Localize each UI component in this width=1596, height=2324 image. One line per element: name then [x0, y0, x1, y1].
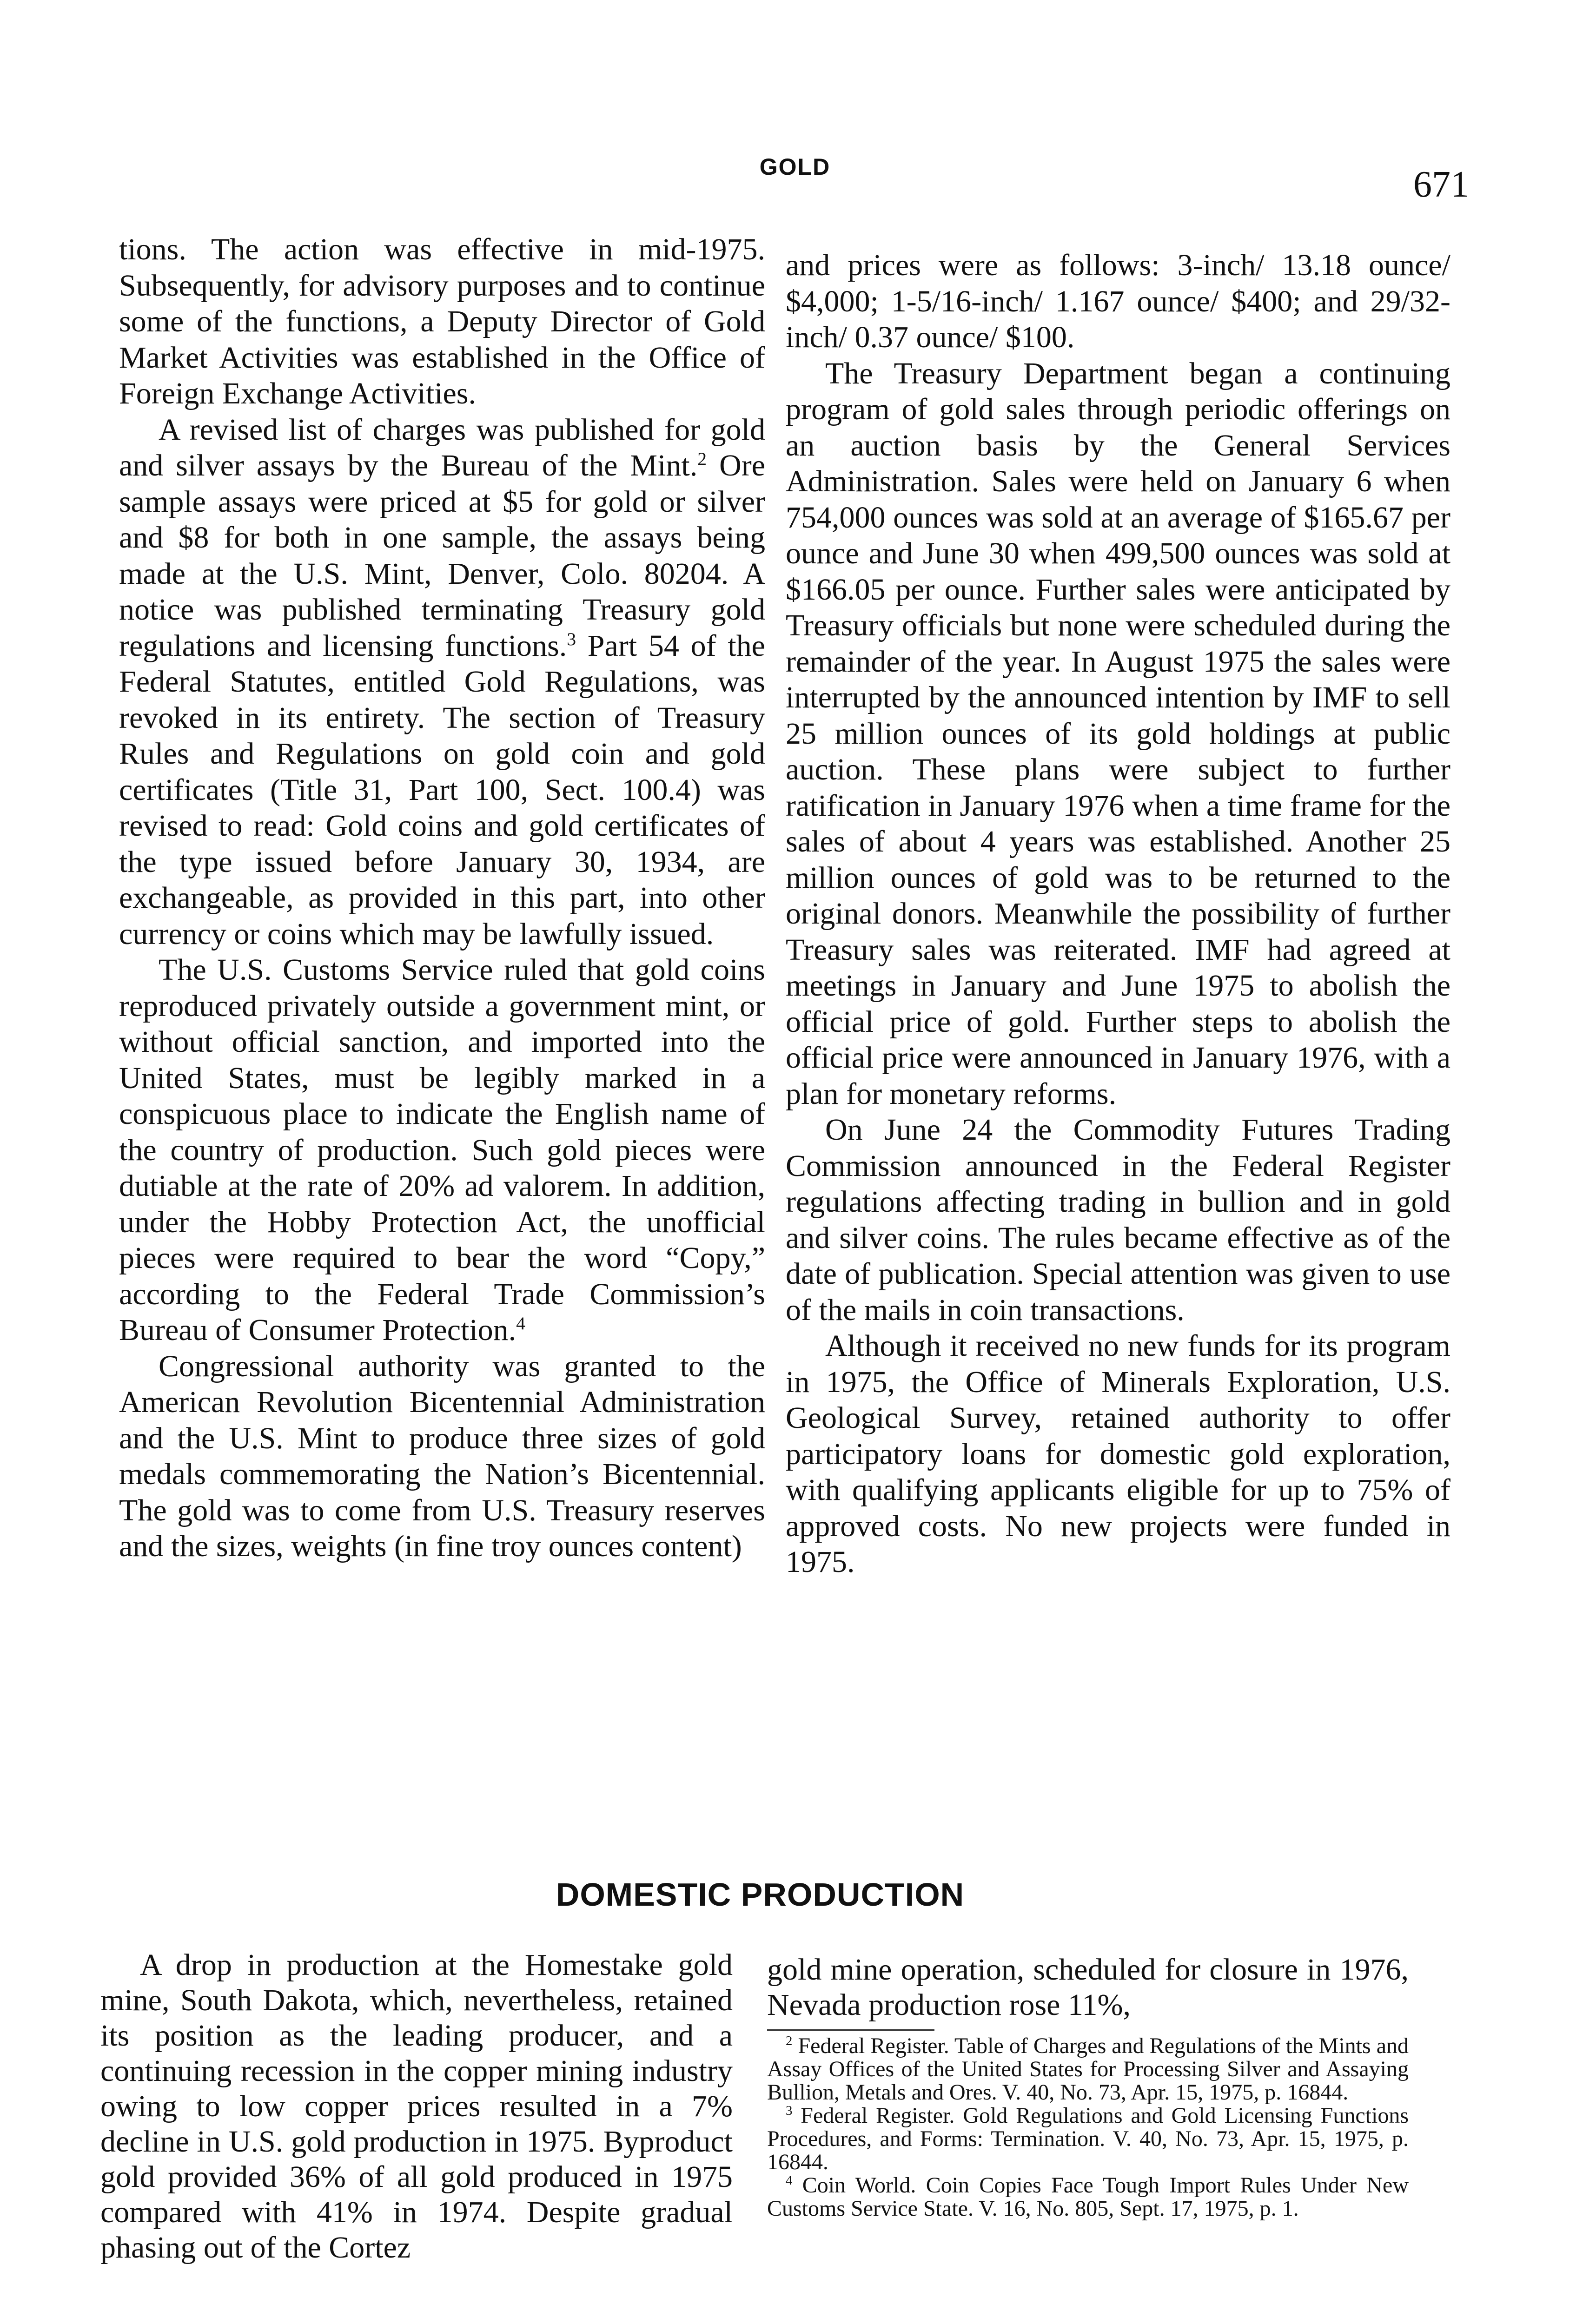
footnote-ref: 3 — [567, 628, 576, 649]
running-head: GOLD — [759, 154, 831, 180]
page-number: 671 — [1413, 164, 1469, 205]
footnote-text: Coin World. Coin Copies Face Tough Import Rules Under New Customs Service State. V. 16, No. 805, Sept. 17, 1975, p. 1. — [767, 2173, 1409, 2221]
footnote-text: Federal Register. Gold Regulations and Gold Licensing Functions Procedures, and Forms: Termination. V. 40, No. 73, Apr. 15, 1975, p. 16844. — [767, 2103, 1409, 2174]
footnotes — [767, 2034, 1409, 2220]
footnote-number: 2 — [786, 2034, 793, 2048]
text-run: The U.S. Customs Service ruled that gold coins reproduced privately outside a government mint, or without official sanction, and imported into the United States, must be legibly marked in a conspicuous place to indicate the English name of the country of production. Such gold pieces were dutiable at the rate of 20% ad valorem. In addition, under the Hobby Protection Act, the unofficial pieces were required to bear the word “Copy,” according to the Federal Trade Commission’s Bureau of Consumer Protection. — [119, 953, 765, 1347]
footnote-number: 4 — [786, 2173, 793, 2188]
footnote — [767, 2034, 1409, 2104]
footnote-ref: 4 — [516, 1313, 525, 1334]
paragraph: tions. The action was effective in mid-1975. Subsequently, for advisory purposes and to continue some of the functions, a Deputy Director of Gold Market Activities was established in the Office of Foreign Exchange Activities. — [119, 232, 765, 410]
footnote-ref: 2 — [697, 449, 707, 469]
text-run: A revised list of charges was published for gold and silver assays by the Bureau of the Mint. — [119, 412, 765, 482]
paragraph — [119, 952, 765, 1348]
paragraph: On June 24 the Commodity Futures Trading Commission announced in the Federal Register regulations affecting trading in bullion and in gold and silver coins. The rules became effective as of the date of publication. Special attention was given to use of the mails in coin transactions. — [786, 1113, 1450, 1327]
left-column-top — [119, 231, 765, 1565]
footnote — [767, 2174, 1409, 2220]
paragraph: Congressional authority was granted to the American Revolution Bicentennial Administration and the U.S. Mint to produce three sizes of gold medals commemorating the Nation’s Bicentennial. The gold was to come from U.S. Treasury reserves and the sizes, weights (in fine troy ounces content) — [119, 1349, 765, 1563]
left-column-bottom — [100, 1948, 733, 2265]
paragraph: The Treasury Department began a continuing program of gold sales through periodic offerings on an auction basis by the General Services Administration. Sales were held on January 6 when 754,000 ounces was sold at an average of $165.67 per ounce and June 30 when 499,500 ounces was sold at $166.05 per ounce. Further sales were anticipated by Treasury officials but none were scheduled during the remainder of the year. In August 1975 the sales were interrupted by the announced intention by IMF to sell 25 million ounces of its gold holdings at public auction. These plans were subject to further ratification in January 1976 when a time frame for the sales of about 4 years was established. Another 25 million ounces of gold was to be returned to the original donors. Meanwhile the possibility of further Treasury sales was reiterated. IMF had agreed at meetings in January and June 1975 to abolish the official price of gold. Further steps to abolish the official price were announced in January 1976, with a plan for monetary reforms. — [786, 356, 1450, 1111]
text-run: Ore sample assays were priced at $5 for gold or silver and $8 for both in one sample, the assays being made at the U.S. Mint, Denver, Colo. 80204. A notice was published terminating Treasury gold regulations and licensing functions. — [119, 449, 765, 663]
paragraph: A drop in production at the Homestake gold mine, South Dakota, which, nevertheless, retained its position as the leading producer, and a continuing recession in the copper mining industry owing to low copper prices resulted in a 7% decline in U.S. gold production in 1975. Byproduct gold provided 36% of all gold produced in 1975 compared with 41% in 1974. Despite gradual phasing out of the Cortez — [100, 1948, 733, 2265]
section-title: DOMESTIC PRODUCTION — [556, 1876, 965, 1913]
footnote-divider — [767, 2029, 934, 2031]
footnote — [767, 2104, 1409, 2174]
right-column-top — [786, 247, 1450, 1580]
paragraph — [119, 412, 765, 952]
paragraph: Although it received no new funds for its program in 1975, the Office of Minerals Exploration, U.S. Geological Survey, retained authority to offer participatory loans for domestic gold exploration, with qualifying applicants eligible for up to 75% of approved costs. No new projects were funded in 1975. — [786, 1329, 1450, 1579]
paragraph: gold mine operation, scheduled for closure in 1976, Nevada production rose 11%, — [767, 1953, 1409, 2022]
right-column-bottom — [767, 1952, 1409, 2220]
footnote-text: Federal Register. Table of Charges and Regulations of the Mints and Assay Offices of the United States for Processing Silver and Assaying Bullion, Metals and Ores. V. 40, No. 73, Apr. 15, 1975, p. 16844. — [767, 2034, 1409, 2105]
footnote-number: 3 — [786, 2103, 793, 2118]
paragraph: and prices were as follows: 3-inch/ 13.18 ounce/ $4,000; 1-5/16-inch/ 1.167 ounce/ $400; and 29/32-inch/ 0.37 ounce/ $100. — [786, 248, 1450, 354]
text-run: Part 54 of the Federal Statutes, entitled Gold Regulations, was revoked in its entirety. The section of Treasury Rules and Regulations on gold coin and gold certificates (Title 31, Part 100, Sect. 100.4) was revised to read: Gold coins and gold certificates of the type issued before January 30, 1934, are exchangeable, as provided in this part, into other currency or coins which may be lawfully issued. — [119, 628, 765, 951]
